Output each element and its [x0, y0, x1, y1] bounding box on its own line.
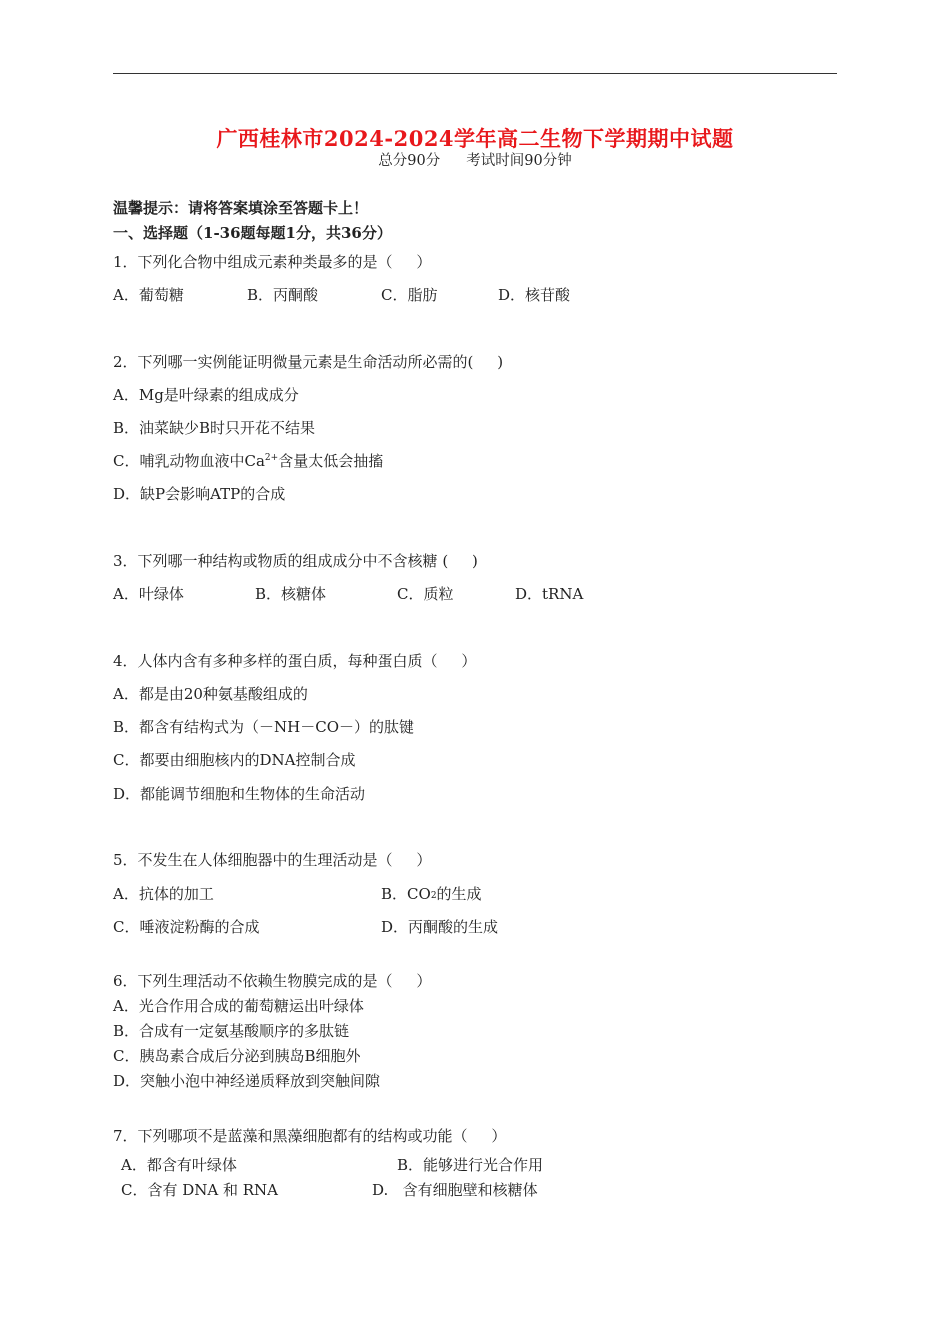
question-5-stem: 5．不发生在人体细胞器中的生理活动是（ ）: [113, 851, 432, 869]
co2-subscript: 2: [430, 891, 437, 901]
question-1-stem: 1．下列化合物中组成元素种类最多的是（ ）: [113, 253, 432, 271]
question-5-option-b: [381, 885, 482, 903]
question-2-stem: 2．下列哪一实例能证明微量元素是生命活动所必需的( ): [113, 353, 504, 371]
section-heading: 一、选择题（1-36题每题1分，共36分）: [113, 224, 392, 242]
question-2-option-b: B．油菜缺少B时只开花不结果: [113, 419, 316, 437]
question-1-option-b: B．丙酮酸: [247, 286, 319, 304]
question-5-option-b-text: B．CO: [381, 885, 431, 903]
exam-info: [0, 149, 950, 170]
question-5-option-b-tail: 的生成: [436, 885, 482, 903]
question-6-stem: 6．下列生理活动不依赖生物膜完成的是（ ）: [113, 972, 432, 990]
question-1-option-d: D．核苷酸: [498, 286, 571, 304]
question-4-option-c: C．都要由细胞核内的DNA控制合成: [113, 751, 356, 769]
question-2-option-d: D．缺P会影响ATP的合成: [113, 485, 286, 503]
header-rule: [113, 73, 837, 74]
question-7-option-a: A．都含有叶绿体: [121, 1156, 237, 1174]
calcium-charge: 2+: [264, 453, 279, 463]
question-3-option-c: C．质粒: [397, 585, 454, 603]
question-3-option-d: D．tRNA: [515, 585, 584, 603]
question-2-option-c-text: C．哺乳动物血液中Ca: [113, 452, 265, 470]
question-6-option-b: B．合成有一定氨基酸顺序的多肽链: [113, 1022, 350, 1040]
question-1-option-a: A．葡萄糖: [113, 286, 184, 304]
question-4-option-a: A．都是由20种氨基酸组成的: [113, 685, 308, 703]
question-3-option-b: B．核糖体: [255, 585, 327, 603]
exam-title: 广西桂林市2024-2024学年高二生物下学期期中试题: [216, 126, 734, 151]
question-5-option-c: C．唾液淀粉酶的合成: [113, 918, 260, 936]
exam-time: 考试时间90分钟: [466, 153, 572, 169]
total-score: 总分90分: [378, 153, 441, 169]
question-2-option-c: [113, 452, 383, 470]
question-7-option-c: C．含有 DNA 和 RNA: [121, 1181, 279, 1199]
question-7-option-d: D. 含有细胞壁和核糖体: [372, 1181, 538, 1199]
question-3-stem: 3．下列哪一种结构或物质的组成成分中不含核糖 ( ): [113, 552, 478, 570]
question-6-option-c: C．胰岛素合成后分泌到胰岛B细胞外: [113, 1047, 361, 1065]
question-6-option-d: D．突触小泡中神经递质释放到突触间隙: [113, 1072, 381, 1090]
question-1-option-c: C．脂肪: [381, 286, 438, 304]
notice: 温馨提示：请将答案填涂至答题卡上！: [113, 199, 369, 217]
question-6-option-a: A．光合作用合成的葡萄糖运出叶绿体: [113, 997, 364, 1015]
question-3-option-a: A．叶绿体: [113, 585, 184, 603]
question-4-option-d: D．都能调节细胞和生物体的生命活动: [113, 785, 366, 803]
question-7-option-b: B．能够进行光合作用: [397, 1156, 544, 1174]
question-4-stem: 4．人体内含有多种多样的蛋白质，每种蛋白质（ ）: [113, 652, 477, 670]
question-2-option-a: A．Mg是叶绿素的组成成分: [113, 386, 299, 404]
question-7-stem: 7．下列哪项不是蓝藻和黑藻细胞都有的结构或功能（ ）: [113, 1127, 507, 1145]
question-4-option-b: B．都含有结构式为（－NH－CO－）的肽键: [113, 718, 415, 736]
question-5-option-d: D．丙酮酸的生成: [381, 918, 499, 936]
question-5-option-a: A．抗体的加工: [113, 885, 214, 903]
question-2-option-c-tail: 含量太低会抽搐: [278, 452, 384, 470]
